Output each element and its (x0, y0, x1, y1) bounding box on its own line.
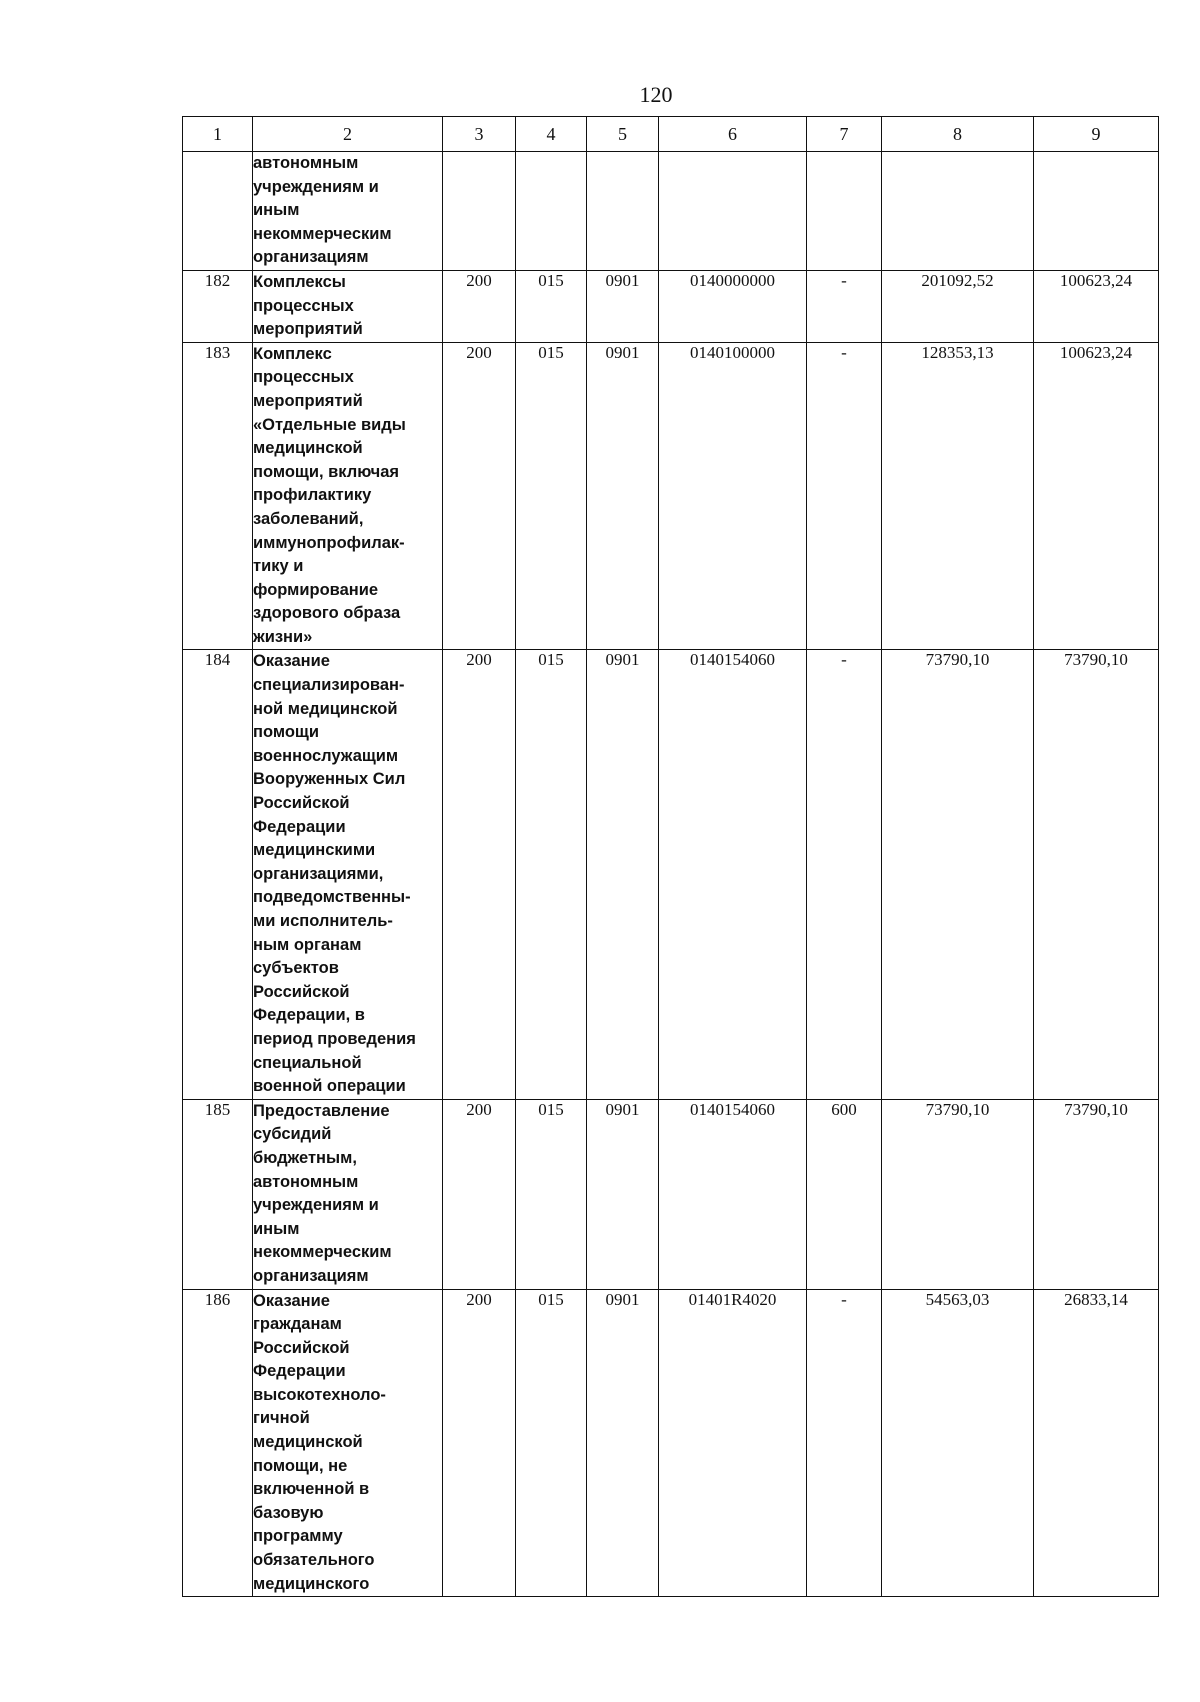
description-line: Оказание (253, 1291, 330, 1310)
column-header: 8 (882, 117, 1034, 152)
description-line: Федерации, в (253, 1006, 365, 1025)
description-line: иммунопрофилак- (253, 533, 405, 552)
code-4-cell (516, 152, 587, 271)
column-header: 3 (443, 117, 516, 152)
description-line: некоммерческим (253, 1243, 392, 1262)
description-line: Комплекс (253, 344, 332, 363)
description-line: программу (253, 1527, 343, 1546)
code-5-cell (587, 152, 659, 271)
description-line: учреждениям и (253, 177, 379, 196)
target-article-cell: 01401R4020 (659, 1289, 807, 1597)
description-line: медицинской (253, 439, 363, 458)
description-line: медицинской (253, 1433, 363, 1452)
description-line: Российской (253, 982, 350, 1001)
amount-col8-cell (882, 152, 1034, 271)
target-article-cell: 0140154060 (659, 1099, 807, 1289)
code-3-cell (443, 152, 516, 271)
description-line: помощи (253, 723, 319, 742)
description-line: Федерации (253, 1362, 346, 1381)
description-line: бюджетным, (253, 1148, 357, 1167)
description-line: профилактику (253, 486, 372, 505)
code-4-cell: 015 (516, 1289, 587, 1597)
description-cell (253, 270, 443, 342)
code-5-cell: 0901 (587, 1289, 659, 1597)
description-cell (253, 650, 443, 1099)
amount-col9-cell: 73790,10 (1034, 1099, 1159, 1289)
table-row (183, 270, 1159, 342)
description-line: Вооруженных Сил (253, 770, 406, 789)
description-line: автономным (253, 1172, 359, 1191)
description-line: специальной (253, 1053, 362, 1072)
description-line: военнослужащим (253, 746, 399, 765)
amount-col9-cell: 73790,10 (1034, 650, 1159, 1099)
target-article-cell: 0140000000 (659, 270, 807, 342)
code-5-cell: 0901 (587, 270, 659, 342)
target-article-cell: 0140154060 (659, 650, 807, 1099)
description-line: мероприятий (253, 391, 363, 410)
description-line: Комплексы (253, 272, 346, 291)
description-line: специализирован- (253, 676, 405, 695)
expense-type-cell: - (807, 270, 882, 342)
code-3-cell: 200 (443, 1289, 516, 1597)
table-row (183, 650, 1159, 1099)
amount-col8-cell: 73790,10 (882, 1099, 1034, 1289)
column-header: 4 (516, 117, 587, 152)
amount-col8-cell: 73790,10 (882, 650, 1034, 1099)
expense-type-cell: 600 (807, 1099, 882, 1289)
column-header: 9 (1034, 117, 1159, 152)
table-row (183, 1289, 1159, 1597)
row-number-cell: 185 (183, 1099, 253, 1289)
description-line: включенной в (253, 1480, 370, 1499)
description-line: гражданам (253, 1315, 342, 1334)
code-3-cell: 200 (443, 1099, 516, 1289)
description-line: медицинского (253, 1574, 370, 1593)
code-4-cell: 015 (516, 270, 587, 342)
expense-type-cell: - (807, 650, 882, 1099)
code-3-cell: 200 (443, 650, 516, 1099)
expense-type-cell: - (807, 1289, 882, 1597)
description-line: некоммерческим (253, 224, 392, 243)
description-line: базовую (253, 1503, 324, 1522)
code-3-cell: 200 (443, 270, 516, 342)
description-line: помощи, включая (253, 462, 400, 481)
description-line: мероприятий (253, 320, 363, 339)
description-line: жизни» (253, 627, 313, 646)
description-line: «Отдельные виды (253, 415, 406, 434)
description-line: организациям (253, 1266, 369, 1285)
code-5-cell: 0901 (587, 1099, 659, 1289)
amount-col9-cell: 100623,24 (1034, 270, 1159, 342)
description-line: помощи, не (253, 1456, 348, 1475)
description-line: субсидий (253, 1125, 332, 1144)
description-line: гичной (253, 1409, 310, 1428)
description-line: учреждениям и (253, 1196, 379, 1215)
column-header: 1 (183, 117, 253, 152)
amount-col9-cell (1034, 152, 1159, 271)
description-line: субъектов (253, 959, 339, 978)
description-cell (253, 152, 443, 271)
description-line: Российской (253, 794, 350, 813)
table-row (183, 1099, 1159, 1289)
code-4-cell: 015 (516, 342, 587, 650)
description-cell (253, 1289, 443, 1597)
description-cell (253, 342, 443, 650)
description-line: подведомственны- (253, 888, 411, 907)
description-line: Российской (253, 1338, 350, 1357)
budget-table (182, 116, 1159, 1597)
amount-col8-cell: 54563,03 (882, 1289, 1034, 1597)
expense-type-cell: - (807, 342, 882, 650)
description-line: Федерации (253, 817, 346, 836)
description-line: процессных (253, 368, 354, 387)
description-line: Оказание (253, 652, 330, 671)
description-line: тику и (253, 557, 304, 576)
column-header: 2 (253, 117, 443, 152)
amount-col8-cell: 201092,52 (882, 270, 1034, 342)
description-line: высокотехноло- (253, 1385, 386, 1404)
target-article-cell (659, 152, 807, 271)
code-5-cell: 0901 (587, 650, 659, 1099)
table-header-row (183, 117, 1159, 152)
row-number-cell: 186 (183, 1289, 253, 1597)
code-5-cell: 0901 (587, 342, 659, 650)
description-line: процессных (253, 296, 354, 315)
expense-type-cell (807, 152, 882, 271)
description-line: организациям (253, 248, 369, 267)
description-line: Предоставление (253, 1101, 390, 1120)
page-number: 120 (639, 82, 673, 107)
description-line: период проведения (253, 1029, 416, 1048)
description-line: автономным (253, 154, 359, 172)
description-line: формирование (253, 580, 379, 599)
description-line: обязательного (253, 1551, 375, 1570)
row-number-cell: 184 (183, 650, 253, 1099)
description-line: ной медицинской (253, 699, 398, 718)
description-cell (253, 1099, 443, 1289)
row-number-cell: 183 (183, 342, 253, 650)
code-3-cell: 200 (443, 342, 516, 650)
description-line: военной операции (253, 1077, 406, 1096)
description-line: медицинскими (253, 841, 376, 860)
description-line: ми исполнитель- (253, 912, 393, 930)
amount-col9-cell: 26833,14 (1034, 1289, 1159, 1597)
description-line: иным (253, 1219, 300, 1238)
description-line: здорового образа (253, 604, 401, 623)
column-header: 5 (587, 117, 659, 152)
table-row (183, 342, 1159, 650)
code-4-cell: 015 (516, 1099, 587, 1289)
row-number-cell (183, 152, 253, 271)
column-header: 7 (807, 117, 882, 152)
amount-col9-cell: 100623,24 (1034, 342, 1159, 650)
column-header: 6 (659, 117, 807, 152)
description-line: заболеваний, (253, 509, 364, 528)
table-row (183, 152, 1159, 271)
target-article-cell: 0140100000 (659, 342, 807, 650)
description-line: иным (253, 201, 300, 220)
row-number-cell: 182 (183, 270, 253, 342)
amount-col8-cell: 128353,13 (882, 342, 1034, 650)
description-line: организациями, (253, 864, 384, 883)
description-line: ным органам (253, 935, 362, 954)
code-4-cell: 015 (516, 650, 587, 1099)
